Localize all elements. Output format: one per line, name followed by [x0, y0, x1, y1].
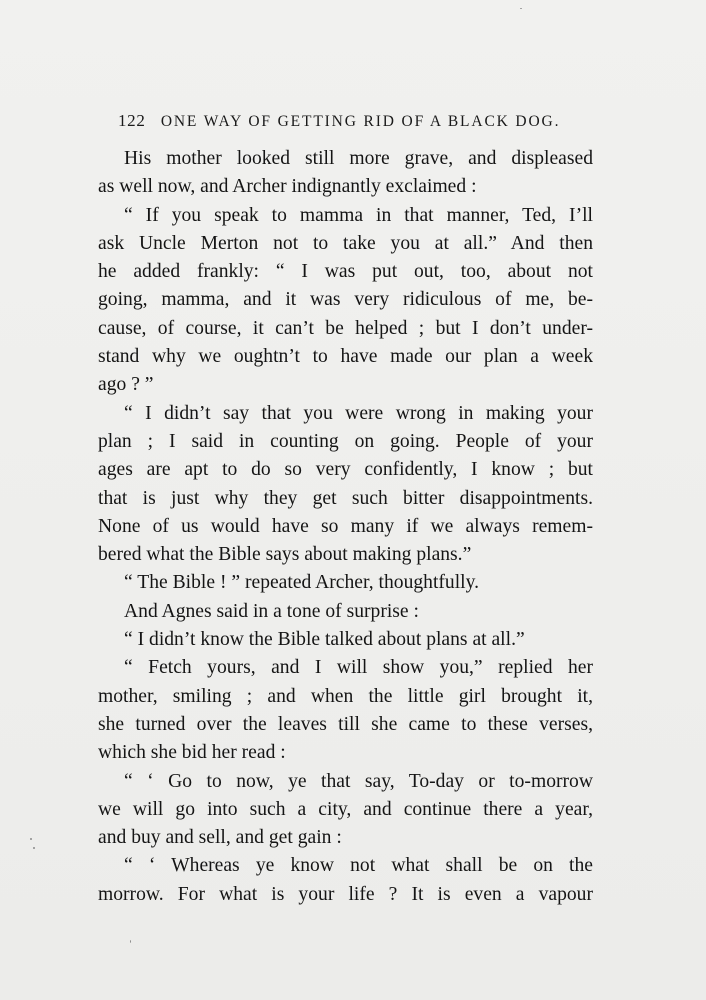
text-line: going, mamma, and it was very ridiculous of me, be- — [98, 289, 593, 311]
body-text — [98, 145, 593, 909]
text-line: cause, of course, it can’t be helped ; but I don’t under- — [98, 317, 593, 339]
paper-speck — [520, 8, 522, 9]
paper-speck — [30, 838, 32, 840]
text-line: “ The Bible ! ” repeated Archer, thoughtfully. — [124, 572, 480, 594]
text-line: “ ‘ Whereas ye know not what shall be on the — [124, 855, 593, 877]
text-line: morrow. For what is your life ? It is even a vapour — [98, 883, 593, 905]
paper-speck — [33, 847, 35, 849]
text-line: “ If you speak to mamma in that manner, Ted, I’ll — [124, 204, 593, 226]
text-line: he added frankly: “ I was put out, too, about not — [98, 261, 593, 283]
text-line: plan ; I said in counting on going. People of your — [98, 430, 593, 452]
text-line: bered what the Bible says about making plans.” — [98, 544, 472, 566]
text-line: as well now, and Archer indignantly exclaimed : — [98, 176, 477, 198]
text-line: His mother looked still more grave, and displeased — [124, 148, 593, 169]
text-line: ask Uncle Merton not to take you at all.” And then — [98, 232, 593, 254]
text-line: And Agnes said in a tone of surprise : — [124, 600, 419, 622]
text-line: “ I didn’t say that you were wrong in making your — [124, 402, 593, 424]
text-line: “ Fetch yours, and I will show you,” replied her — [124, 657, 593, 679]
text-line: she turned over the leaves till she came to these verses, — [98, 713, 593, 735]
running-title: ONE WAY OF GETTING RID OF A BLACK DOG. — [160, 113, 561, 130]
text-line: mother, smiling ; and when the little girl brought it, — [98, 685, 593, 707]
text-line: None of us would have so many if we always remem- — [98, 515, 593, 537]
text-line: “ ‘ Go to now, ye that say, To-day or to-morrow — [124, 770, 593, 792]
text-line: that is just why they get such bitter disappointments. — [98, 487, 593, 509]
paper-speck — [130, 940, 131, 943]
text-line: we will go into such a city, and continue there a year, — [98, 798, 593, 820]
page-number: 122 — [118, 111, 146, 130]
text-line: “ I didn’t know the Bible talked about plans at all.” — [124, 629, 525, 651]
text-line: ago ? ” — [98, 374, 154, 396]
text-line: stand why we oughtn’t to have made our plan a week — [98, 346, 593, 368]
text-line: and buy and sell, and get gain : — [98, 827, 342, 849]
text-line: which she bid her read : — [98, 742, 286, 764]
running-header — [118, 106, 588, 136]
text-line: ages are apt to do so very confidently, I know ; but — [98, 459, 593, 481]
